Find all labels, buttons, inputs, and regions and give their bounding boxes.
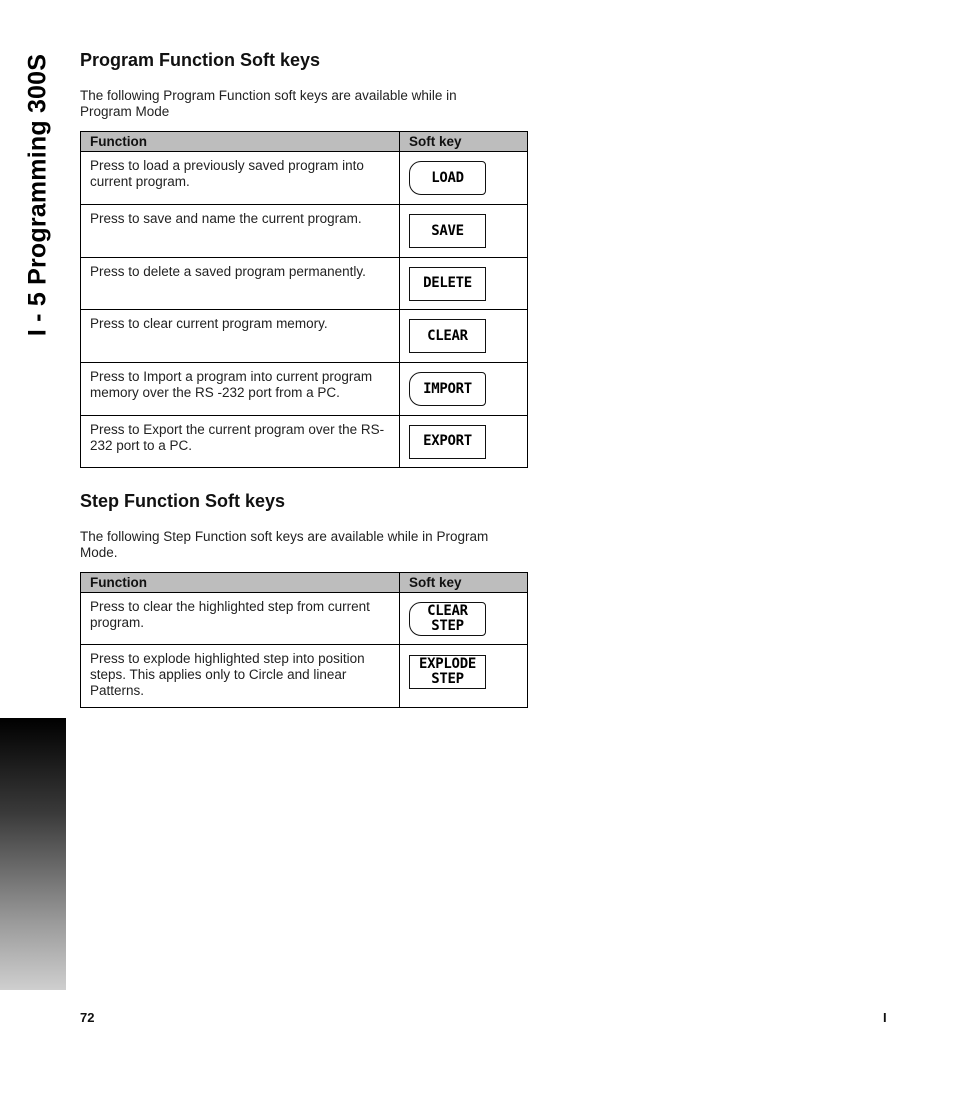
step-section-title: Step Function Soft keys [80,491,286,511]
table-header-row [81,132,528,152]
function-column-header: Function [81,132,400,152]
function-column-header: Function [81,573,400,593]
save-softkey[interactable]: SAVE [409,214,486,248]
chapter-side-title [18,40,58,350]
table-row [81,416,528,468]
row-description: Press to Import a program into current program memory over the RS -232 port from a PC. [81,363,400,416]
chapter-gradient-tab [0,718,66,990]
table-row [81,258,528,310]
chapter-side-title-text: I - 5 Programming 300S [23,53,52,337]
row-description: Press to load a previously saved program into current program. [81,152,400,205]
step-section-intro: The following Step Function soft keys are available while in Program Mode. [80,529,489,560]
program-function-table [80,131,528,468]
clear-step-softkey[interactable]: CLEAR STEP [409,602,486,636]
soft-key-cell [400,363,528,416]
soft-key-cell [400,258,528,310]
row-description: Press to clear the highlighted step from current program. [81,593,400,645]
soft-key-cell [400,310,528,363]
soft-key-cell [400,593,528,645]
load-softkey[interactable]: LOAD [409,161,486,195]
soft-key-cell [400,205,528,258]
program-section-title: Program Function Soft keys [80,50,321,70]
row-description: Press to explode highlighted step into position steps. This applies only to Circle and linear Patterns. [81,645,400,708]
explode-step-softkey[interactable]: EXPLODE STEP [409,655,486,689]
delete-softkey[interactable]: DELETE [409,267,486,301]
import-softkey[interactable]: IMPORT [409,372,486,406]
table-row [81,205,528,258]
table-row [81,593,528,645]
page-number: 72 [80,1010,95,1025]
clear-softkey[interactable]: CLEAR [409,319,486,353]
table-row [81,363,528,416]
soft-key-cell [400,152,528,205]
row-description: Press to Export the current program over the RS-232 port to a PC. [81,416,400,468]
export-softkey[interactable]: EXPORT [409,425,486,459]
step-function-table [80,572,528,708]
row-description: Press to clear current program memory. [81,310,400,363]
soft-key-column-header: Soft key [400,132,528,152]
soft-key-column-header: Soft key [400,573,528,593]
table-row [81,152,528,205]
soft-key-cell [400,416,528,468]
table-row [81,310,528,363]
program-section-intro: The following Program Function soft keys are available while in Program Mode [80,88,457,119]
row-description: Press to delete a saved program permanently. [81,258,400,310]
table-row [81,645,528,708]
chapter-marker: I [883,1010,887,1025]
table-header-row [81,573,528,593]
soft-key-cell [400,645,528,708]
row-description: Press to save and name the current program. [81,205,400,258]
